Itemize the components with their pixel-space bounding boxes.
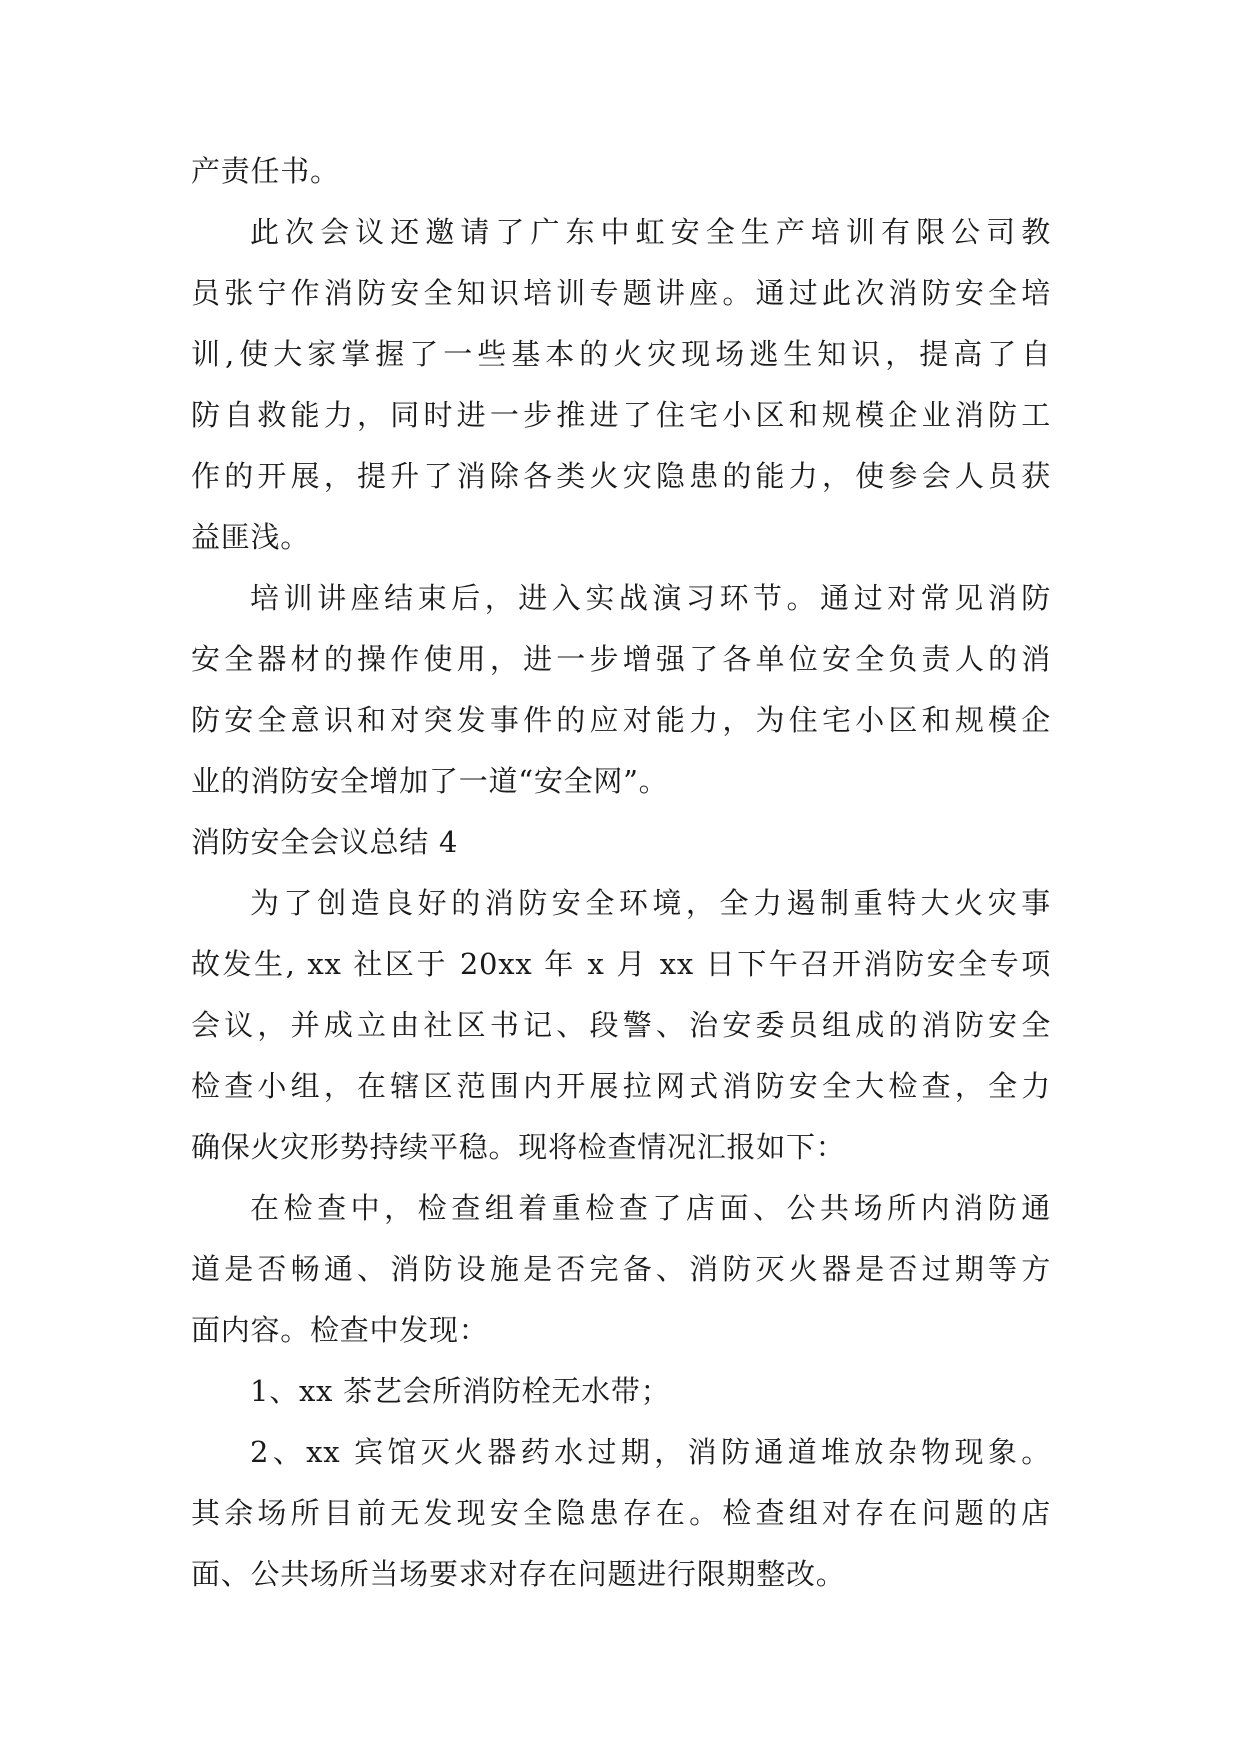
text-line: 会议，并成立由社区书记、段警、治安委员组成的消防安全	[191, 1008, 1051, 1042]
text-line: 其余场所目前无发现安全隐患存在。检查组对存在问题的店	[191, 1496, 1051, 1530]
list-item: 2、xx 宾馆灭火器药水过期，消防通道堆放杂物现象。	[250, 1435, 1051, 1469]
text-line: 培训讲座结束后，进入实战演习环节。通过对常见消防	[250, 581, 1051, 615]
document-body	[191, 150, 1051, 1614]
list-item: 1、xx 茶艺会所消防栓无水带；	[250, 1374, 671, 1408]
text-line: 故发生, xx 社区于 20xx 年 x 月 xx 日下午召开消防安全专项	[191, 947, 1051, 981]
text-line: 训,使大家掌握了一些基本的火灾现场逃生知识，提高了自	[191, 337, 1051, 371]
text-line: 安全器材的操作使用，进一步增强了各单位安全负责人的消	[191, 642, 1051, 676]
text-line: 确保火灾形势持续平稳。现将检查情况汇报如下：	[191, 1130, 846, 1164]
text-line: 作的开展，提升了消除各类火灾隐患的能力，使参会人员获	[191, 459, 1051, 493]
text-line: 产责任书。	[191, 154, 340, 188]
section-heading: 消防安全会议总结 4	[191, 825, 459, 859]
text-line: 面内容。检查中发现：	[191, 1313, 489, 1347]
text-line: 在检查中，检查组着重检查了店面、公共场所内消防通	[250, 1191, 1051, 1225]
text-line: 此次会议还邀请了广东中虹安全生产培训有限公司教	[250, 215, 1051, 249]
text-line: 防安全意识和对突发事件的应对能力，为住宅小区和规模企	[191, 703, 1051, 737]
text-line: 业的消防安全增加了一道“安全网”。	[191, 764, 669, 798]
text-line: 检查小组，在辖区范围内开展拉网式消防安全大检查，全力	[191, 1069, 1051, 1103]
text-line: 防自救能力，同时进一步推进了住宅小区和规模企业消防工	[191, 398, 1051, 432]
text-line: 道是否畅通、消防设施是否完备、消防灭火器是否过期等方	[191, 1252, 1051, 1286]
text-line: 为了创造良好的消防安全环境，全力遏制重特大火灾事	[250, 886, 1051, 920]
text-line: 面、公共场所当场要求对存在问题进行限期整改。	[191, 1557, 846, 1591]
text-line: 益匪浅。	[191, 520, 311, 554]
text-line: 员张宁作消防安全知识培训专题讲座。通过此次消防安全培	[191, 276, 1051, 310]
